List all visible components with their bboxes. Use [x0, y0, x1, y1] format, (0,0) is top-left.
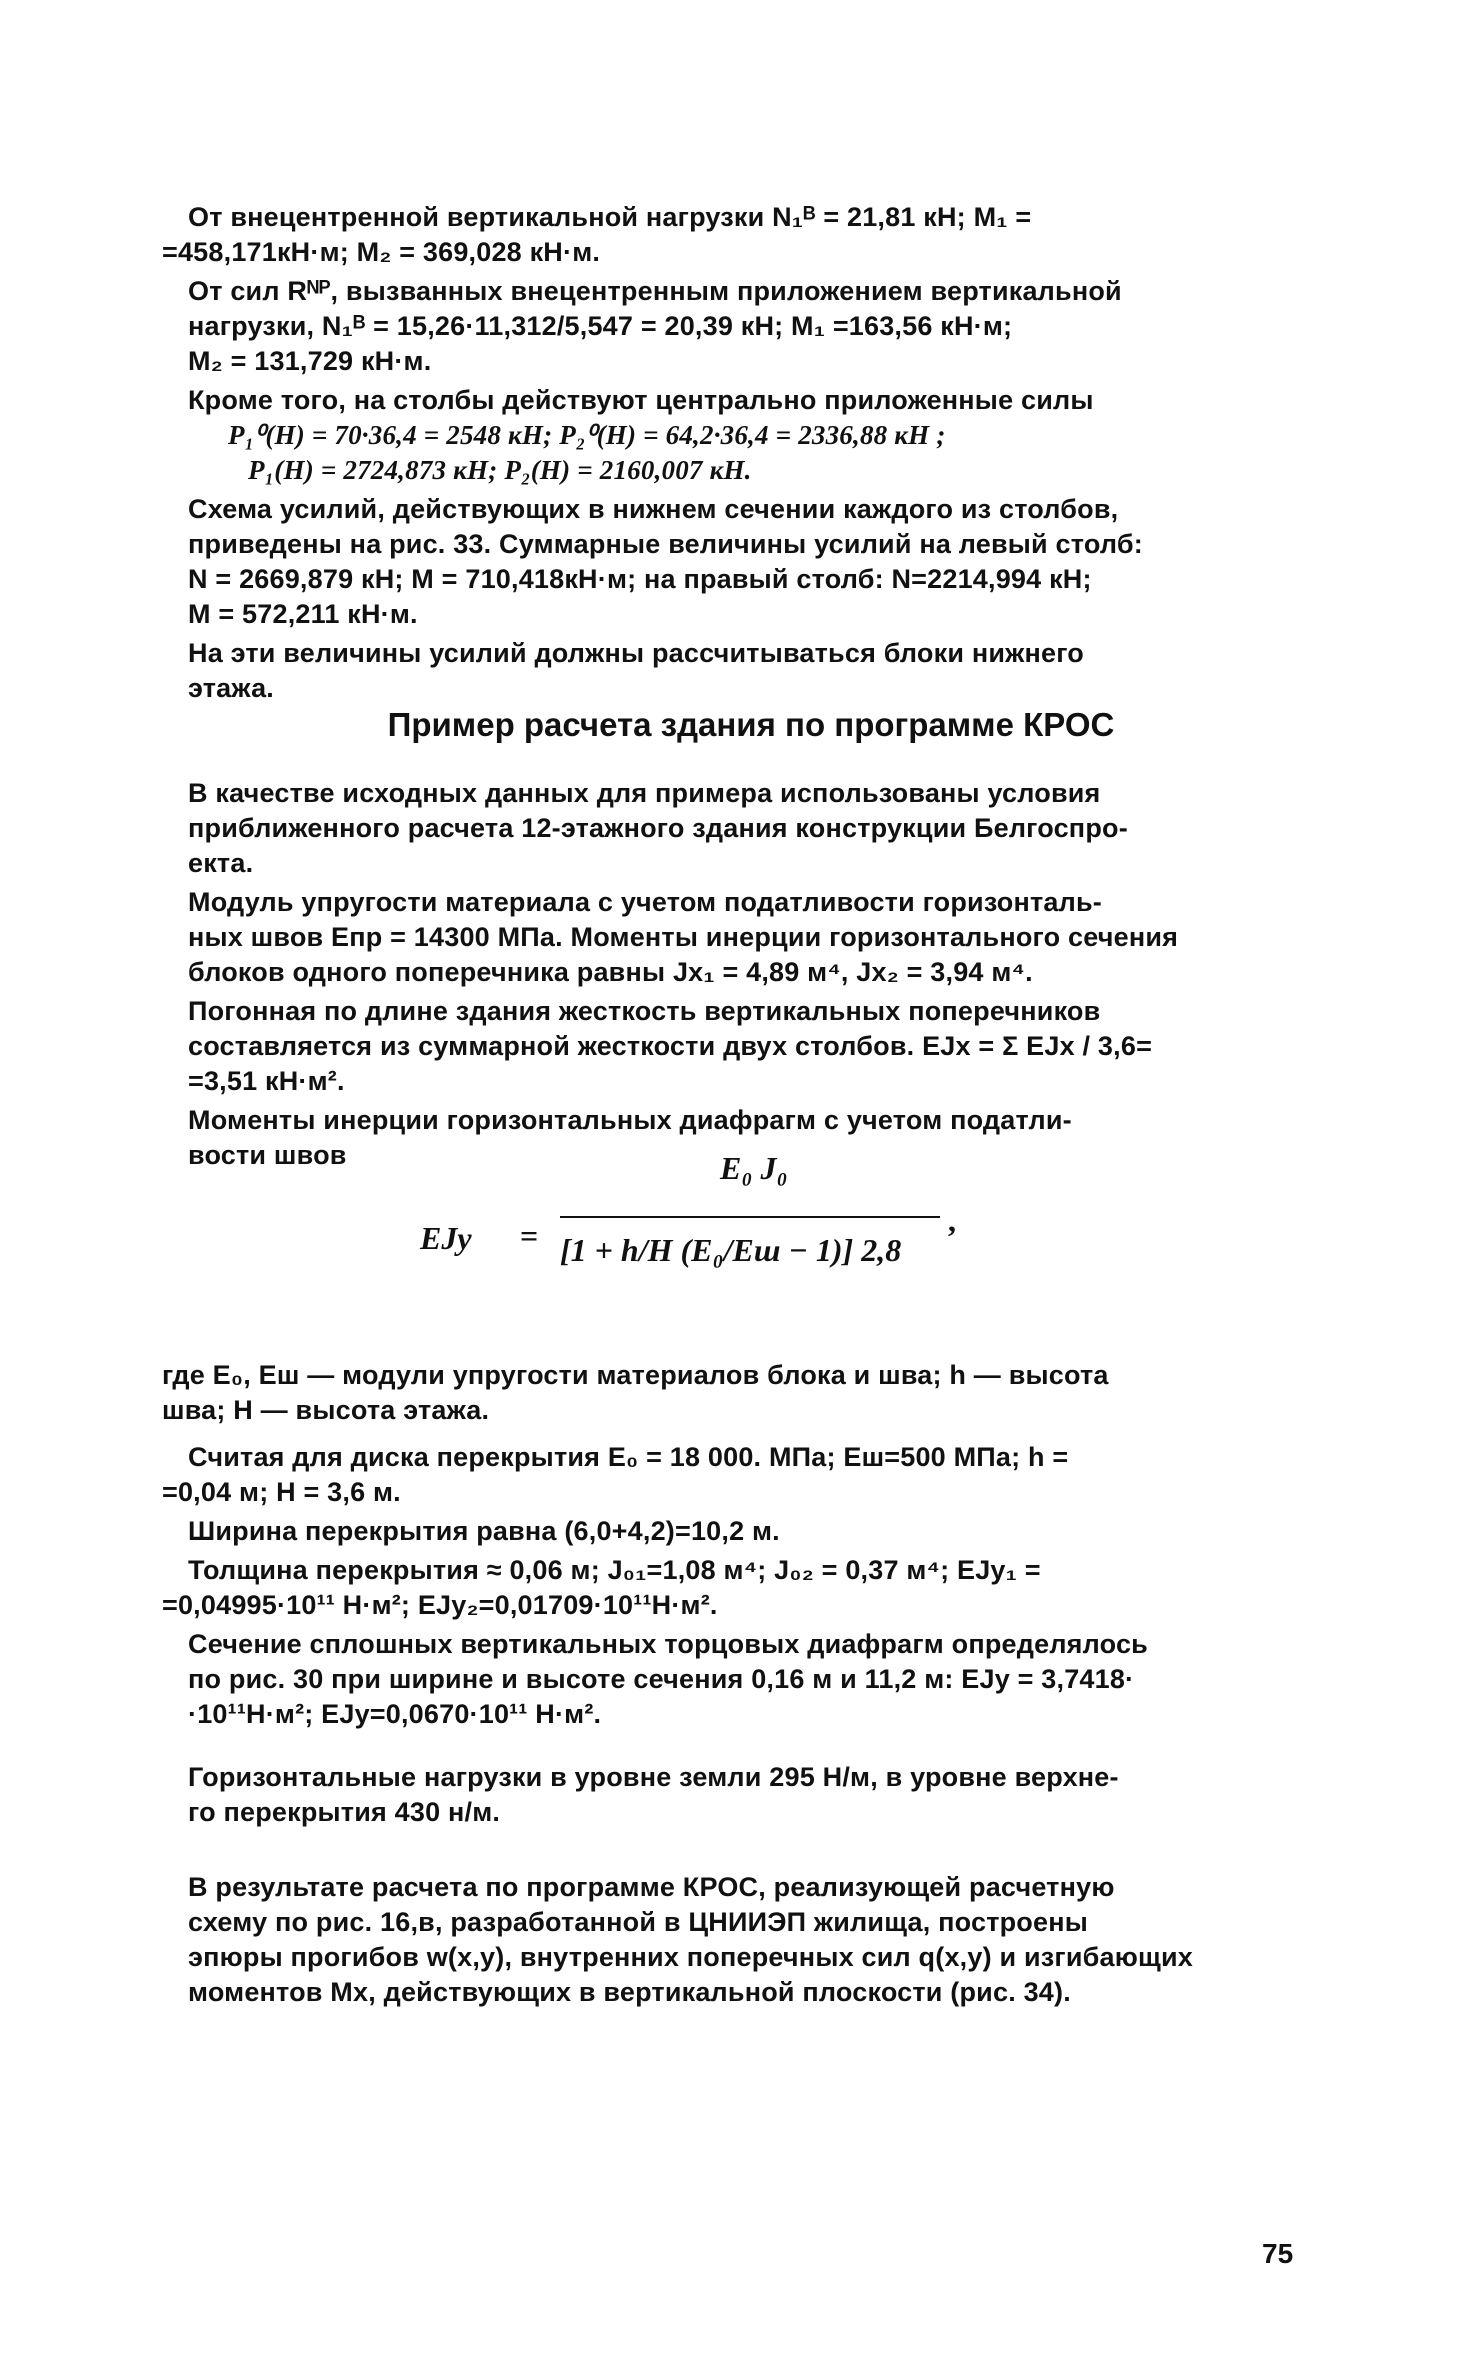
handwritten-line: P₁(H) = 2724,873 кН; P₂(H) = 2160,007 кН. — [248, 455, 752, 485]
formula-lhs: EJy — [420, 1220, 472, 1256]
text-line: Схема усилий, действующих в нижнем сечении каждого из столбов, — [188, 494, 1119, 524]
page-number: 75 — [1262, 2238, 1294, 2269]
fraction-bar — [560, 1216, 940, 1218]
text-line: Погонная по длине здания жесткость вертикальных поперечников — [188, 996, 1101, 1026]
text-line: вости швов — [188, 1140, 347, 1170]
text-line: =0,04 м; H = 3,6 м. — [162, 1477, 401, 1507]
text-line: приведены на рис. 33. Суммарные величины усилий на левый столб: — [188, 529, 1143, 559]
text-line: приближенного расчета 12-этажного здания конструкции Белгоспро- — [188, 813, 1128, 843]
text-line: екта. — [188, 848, 254, 878]
text-line: Ширина перекрытия равна (6,0+4,2)=10,2 м. — [188, 1516, 780, 1546]
stiffness-formula — [420, 1150, 1020, 1340]
paragraph-horizontal-loads — [162, 1760, 1340, 1830]
paragraph-stiffness — [162, 994, 1340, 1099]
paragraph-section — [162, 1627, 1340, 1732]
paragraph-central-forces — [162, 383, 1340, 488]
paragraph-width — [162, 1514, 1340, 1549]
intro-block — [162, 200, 1340, 710]
text-line: ных швов Eпр = 14300 МПа. Моменты инерции горизонтального сечения — [188, 922, 1179, 952]
text-line: =3,51 кН·м². — [188, 1066, 345, 1096]
formula-numerator: E₀ J₀ — [720, 1150, 788, 1186]
paragraph-thickness — [162, 1553, 1340, 1623]
formula-comma: , — [948, 1202, 956, 1238]
paragraph-forces — [162, 274, 1340, 379]
text-line: M₂ = 131,729 кН·м. — [188, 346, 432, 376]
text-line: =0,04995·10¹¹ Н·м²; EJy₂=0,01709·10¹¹Н·м². — [162, 1590, 718, 1620]
text-line: шва; H — высота этажа. — [162, 1395, 490, 1425]
text-line: На эти величины усилий должны рассчитываться блоки нижнего — [188, 638, 1084, 668]
paragraph-source-data — [162, 776, 1340, 881]
text-line: Модуль упругости материала с учетом податливости горизонталь- — [188, 887, 1102, 917]
text-line: Кроме того, на столбы действуют центрально приложенные силы — [188, 385, 1094, 415]
paragraph-where — [162, 1358, 1340, 1428]
text-line: В результате расчета по программе КРОС, реализующей расчетную — [188, 1872, 1115, 1902]
text-line: От внецентренной вертикальной нагрузки N₁ᴮ = 21,81 кН; M₁ = — [188, 202, 1032, 232]
paragraph-result — [162, 1870, 1340, 2010]
formula-equals: = — [520, 1218, 539, 1254]
text-line: Считая для диска перекрытия E₀ = 18 000. МПа; Eш=500 МПа; h = — [188, 1442, 1069, 1472]
text-line: Горизонтальные нагрузки в уровне земли 295 Н/м, в уровне верхне- — [188, 1762, 1119, 1792]
paragraph-disk — [162, 1440, 1340, 1510]
text-line: где E₀, Eш — модули упругости материалов блока и шва; h — высота — [162, 1360, 1109, 1390]
handwritten-line: P₁⁰(H) = 70·36,4 = 2548 кН; P₂⁰(H) = 64,2·36,4 = 2336,88 кН ; — [228, 420, 946, 450]
text-line: Сечение сплошных вертикальных торцовых диафрагм определялось — [188, 1629, 1148, 1659]
formula-denominator: [1 + h/H (E₀/Eш − 1)] 2,8 — [560, 1232, 902, 1268]
text-line: =458,171кН·м; M₂ = 369,028 кН·м. — [162, 237, 601, 267]
paragraph-modulus — [162, 885, 1340, 990]
text-line: схему по рис. 16,в, разработанной в ЦНИИЭП жилища, построены — [188, 1907, 1088, 1937]
text-line: От сил Rᴺᴾ, вызванных внецентренным приложением вертикальной — [188, 276, 1122, 306]
paragraph-scheme — [162, 492, 1340, 632]
text-line: ·10¹¹Н·м²; EJy=0,0670·10¹¹ Н·м². — [188, 1699, 602, 1729]
text-line: Моменты инерции горизонтальных диафрагм с учетом податли- — [188, 1105, 1072, 1135]
text-line: эпюры прогибов w(x,y), внутренних поперечных сил q(x,y) и изгибающих — [188, 1942, 1193, 1972]
text-line: В качестве исходных данных для примера использованы условия — [188, 778, 1101, 808]
paragraph-eccentric-load — [162, 200, 1340, 270]
text-line: N = 2669,879 кН; M = 710,418кН·м; на правый столб: N=2214,994 кН; — [188, 564, 1092, 594]
text-line: Толщина перекрытия ≈ 0,06 м; J₀₁=1,08 м⁴; J₀₂ = 0,37 м⁴; EJy₁ = — [188, 1555, 1041, 1585]
example-block — [162, 776, 1340, 1177]
text-line: M = 572,211 кН·м. — [188, 599, 418, 629]
calculation-block — [162, 1358, 1340, 2014]
text-line: блоков одного поперечника равны Jx₁ = 4,89 м⁴, Jx₂ = 3,94 м⁴. — [188, 957, 1033, 987]
text-line: моментов Mx, действующих в вертикальной плоскости (рис. 34). — [188, 1977, 1071, 2007]
text-line: составляется из суммарной жесткости двух столбов. EJx = Σ EJx / 3,6= — [188, 1031, 1153, 1061]
text-line: го перекрытия 430 н/м. — [188, 1797, 501, 1827]
text-line: по рис. 30 при ширине и высоте сечения 0,16 м и 11,2 м: EJy = 3,7418· — [188, 1664, 1135, 1694]
section-heading: Пример расчета здания по программе КРОС — [387, 706, 1115, 743]
text-line: этажа. — [188, 673, 274, 703]
text-line: нагрузки, N₁ᴮ = 15,26·11,312/5,547 = 20,39 кН; M₁ =163,56 кН·м; — [188, 311, 1013, 341]
paragraph-blocks — [162, 636, 1340, 706]
